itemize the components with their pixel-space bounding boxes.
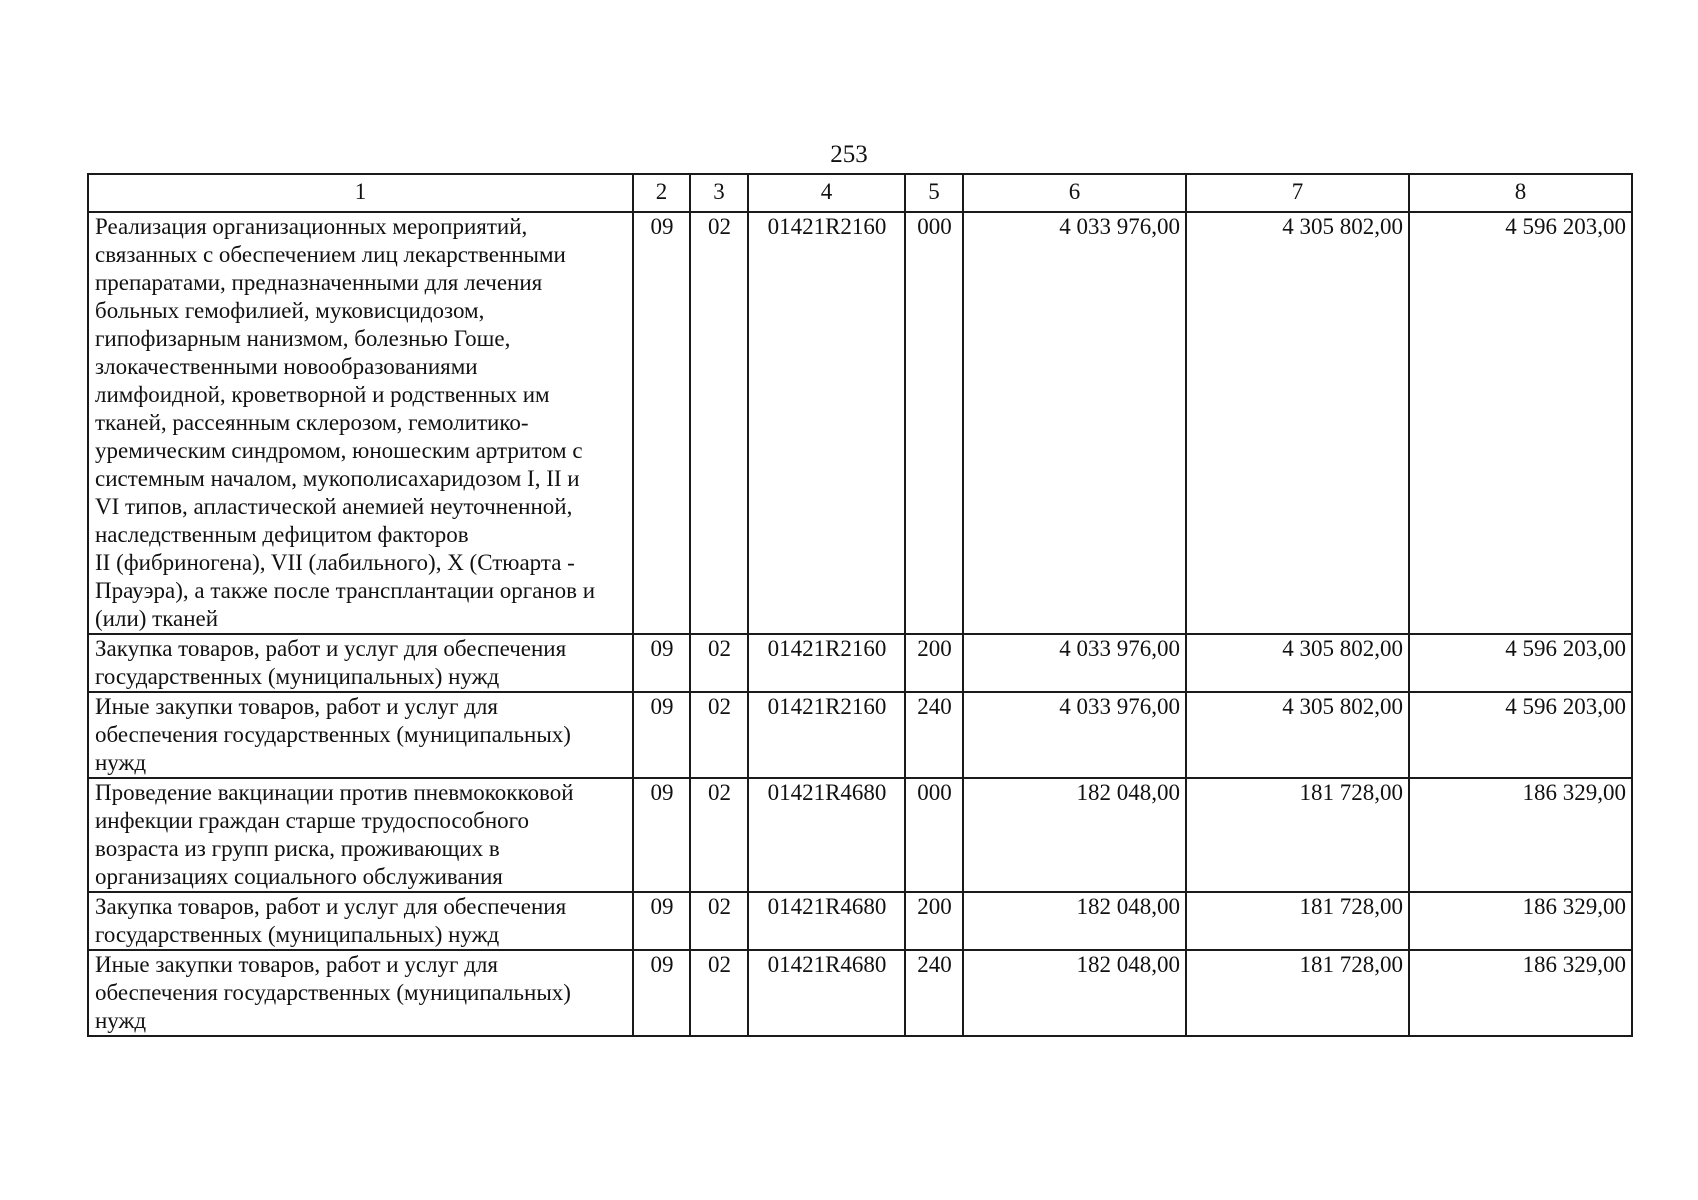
amount-col-7: 181 728,00 — [1186, 778, 1409, 892]
table-row — [88, 778, 1632, 892]
amount-col-6: 4 033 976,00 — [963, 692, 1186, 778]
column-header: 4 — [748, 174, 905, 212]
column-header: 5 — [905, 174, 963, 212]
amount-col-8: 4 596 203,00 — [1409, 692, 1632, 778]
section-code: 09 — [633, 634, 690, 692]
expense-type-code: 240 — [905, 950, 963, 1036]
target-article-code: 01421R2160 — [748, 634, 905, 692]
section-code: 09 — [633, 212, 690, 634]
amount-col-6: 4 033 976,00 — [963, 212, 1186, 634]
target-article-code: 01421R2160 — [748, 212, 905, 634]
subsection-code: 02 — [690, 778, 748, 892]
amount-col-8: 186 329,00 — [1409, 892, 1632, 950]
subsection-code: 02 — [690, 950, 748, 1036]
expense-type-code: 200 — [905, 634, 963, 692]
subsection-code: 02 — [690, 692, 748, 778]
subsection-code: 02 — [690, 892, 748, 950]
target-article-code: 01421R2160 — [748, 692, 905, 778]
amount-col-6: 4 033 976,00 — [963, 634, 1186, 692]
table-row — [88, 634, 1632, 692]
target-article-code: 01421R4680 — [748, 778, 905, 892]
page-number: 253 — [830, 141, 868, 168]
amount-col-8: 186 329,00 — [1409, 778, 1632, 892]
column-header: 1 — [88, 174, 633, 212]
row-description: Иные закупки товаров, работ и услуг для обеспечения государственных (муниципальных) нужд — [88, 950, 633, 1036]
target-article-code: 01421R4680 — [748, 892, 905, 950]
amount-col-8: 4 596 203,00 — [1409, 212, 1632, 634]
column-header: 2 — [633, 174, 690, 212]
column-header: 7 — [1186, 174, 1409, 212]
expense-type-code: 000 — [905, 778, 963, 892]
amount-col-7: 4 305 802,00 — [1186, 212, 1409, 634]
section-code: 09 — [633, 778, 690, 892]
subsection-code: 02 — [690, 634, 748, 692]
amount-col-6: 182 048,00 — [963, 892, 1186, 950]
amount-col-7: 4 305 802,00 — [1186, 692, 1409, 778]
column-header: 3 — [690, 174, 748, 212]
table-row — [88, 892, 1632, 950]
budget-table — [87, 173, 1633, 1037]
table-row — [88, 212, 1632, 634]
column-number-row — [88, 174, 1632, 212]
amount-col-8: 4 596 203,00 — [1409, 634, 1632, 692]
column-header: 8 — [1409, 174, 1632, 212]
row-description: Проведение вакцинации против пневмококковой инфекции граждан старше трудоспособного возраста из групп риска, проживающих в организациях социального обслуживания — [88, 778, 633, 892]
expense-type-code: 000 — [905, 212, 963, 634]
expense-type-code: 240 — [905, 692, 963, 778]
row-description: Закупка товаров, работ и услуг для обеспечения государственных (муниципальных) нужд — [88, 892, 633, 950]
amount-col-7: 4 305 802,00 — [1186, 634, 1409, 692]
section-code: 09 — [633, 692, 690, 778]
expense-type-code: 200 — [905, 892, 963, 950]
section-code: 09 — [633, 950, 690, 1036]
target-article-code: 01421R4680 — [748, 950, 905, 1036]
row-description: Реализация организационных мероприятий, связанных с обеспечением лиц лекарственными препаратами, предназначенными для лечения больных гемофилией, муковисцидозом, гипофизарным нанизмом, болезнью Гоше, злокачественными новообразованиями лимфоидной, кроветворной и родственных им тканей, рассеянным склерозом, гемолитико- уремическим синдромом, юношеским артритом с системным началом, мукополисахаридозом I, II и VI типов, апластической анемией неуточненной, наследственным дефицитом факторов II (фибриногена), VII (лабильного), X (Стюарта - Прауэра), а также после трансплантации органов и (или) тканей — [88, 212, 633, 634]
row-description: Закупка товаров, работ и услуг для обеспечения государственных (муниципальных) нужд — [88, 634, 633, 692]
table-row — [88, 950, 1632, 1036]
amount-col-8: 186 329,00 — [1409, 950, 1632, 1036]
amount-col-6: 182 048,00 — [963, 950, 1186, 1036]
row-description: Иные закупки товаров, работ и услуг для обеспечения государственных (муниципальных) нужд — [88, 692, 633, 778]
table-row — [88, 692, 1632, 778]
amount-col-7: 181 728,00 — [1186, 892, 1409, 950]
amount-col-6: 182 048,00 — [963, 778, 1186, 892]
subsection-code: 02 — [690, 212, 748, 634]
amount-col-7: 181 728,00 — [1186, 950, 1409, 1036]
section-code: 09 — [633, 892, 690, 950]
column-header: 6 — [963, 174, 1186, 212]
